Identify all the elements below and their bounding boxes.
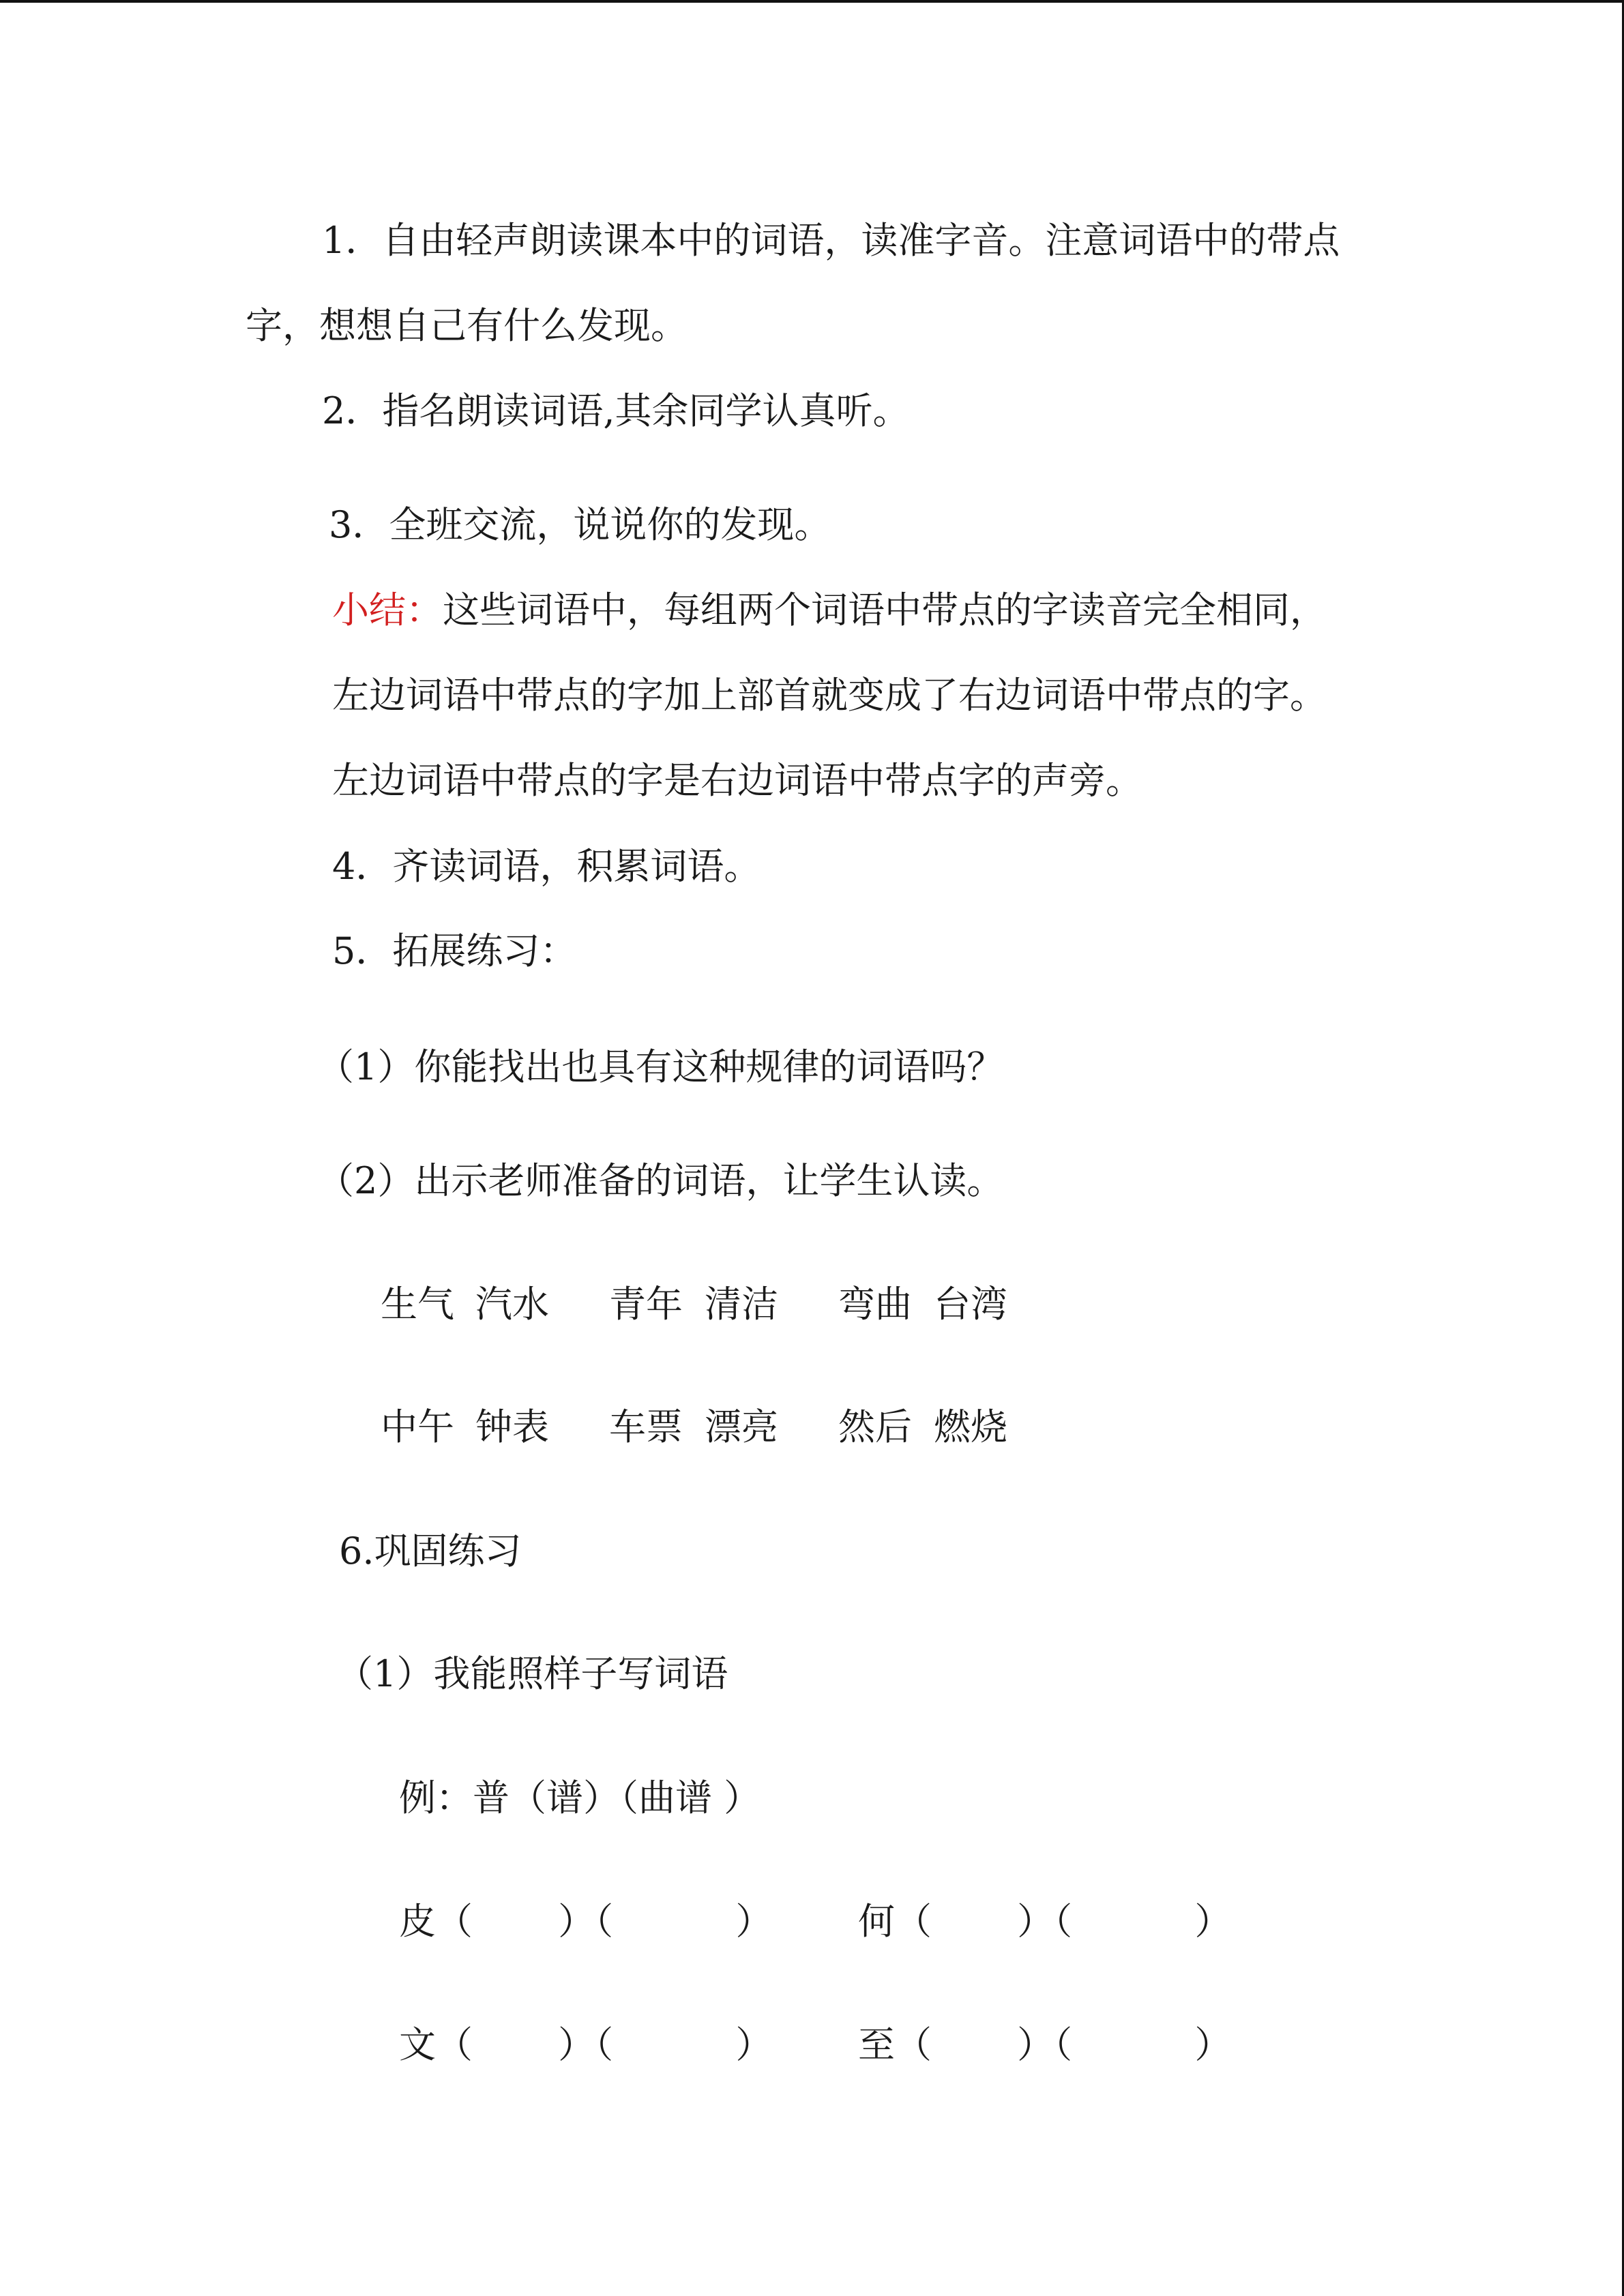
step-3: 3．全班交流，说说你的发现。 bbox=[329, 503, 831, 546]
exercise-1-title: （1）我能照样子写词语 bbox=[336, 1652, 728, 1695]
blank-row-1-right: 何（ ）（ ） bbox=[858, 1900, 1232, 1943]
summary-text-1: 这些词语中，每组两个词语中带点的字读音完全相同， bbox=[443, 588, 1327, 631]
word-item: 汽水 bbox=[475, 1283, 549, 1326]
word-item: 然后 bbox=[838, 1405, 912, 1448]
question-2: （2）出示老师准备的词语，让学生认读。 bbox=[317, 1159, 1004, 1202]
example-line: 例：普（谱）（曲谱 ） bbox=[399, 1776, 761, 1819]
word-item: 弯曲 bbox=[838, 1283, 912, 1326]
step-1-line-1: 1．自由轻声朗读课本中的词语，读准字音。注意词语中的带点 bbox=[322, 219, 1340, 262]
word-item: 钟表 bbox=[475, 1405, 549, 1448]
word-item: 生气 bbox=[381, 1283, 454, 1326]
summary-label: 小结： bbox=[332, 588, 443, 631]
blank-row-2-left: 文（ ）（ ） bbox=[399, 2023, 773, 2066]
word-item: 漂亮 bbox=[705, 1405, 778, 1448]
step-4: 4．齐读词语，积累词语。 bbox=[332, 845, 761, 888]
step-6: 6.巩固练习 bbox=[339, 1530, 522, 1572]
word-item: 台湾 bbox=[934, 1283, 1007, 1326]
question-1: （1）你能找出也具有这种规律的词语吗？ bbox=[317, 1045, 1004, 1088]
word-item: 燃烧 bbox=[934, 1405, 1007, 1448]
summary-line-3: 左边词语中带点的字是右边词语中带点字的声旁。 bbox=[332, 759, 1142, 802]
page-top-border bbox=[0, 0, 1624, 3]
word-item: 清洁 bbox=[705, 1283, 778, 1326]
summary-line-1 bbox=[332, 586, 1327, 634]
word-row-1 bbox=[0, 1281, 1624, 1328]
blank-row-2-right: 至（ ）（ ） bbox=[858, 2023, 1232, 2066]
word-item: 车票 bbox=[609, 1405, 683, 1448]
word-item: 中午 bbox=[381, 1405, 454, 1448]
step-5: 5．拓展练习： bbox=[332, 929, 577, 972]
blank-row-1-left: 皮（ ）（ ） bbox=[399, 1900, 773, 1943]
word-row-2 bbox=[0, 1403, 1624, 1451]
step-2: 2．指名朗读词语,其余同学认真听。 bbox=[322, 389, 910, 432]
word-item: 青年 bbox=[609, 1283, 683, 1326]
step-1-line-2: 字，想想自己有什么发现。 bbox=[246, 304, 688, 347]
summary-line-2: 左边词语中带点的字加上部首就变成了右边词语中带点的字。 bbox=[332, 674, 1327, 717]
